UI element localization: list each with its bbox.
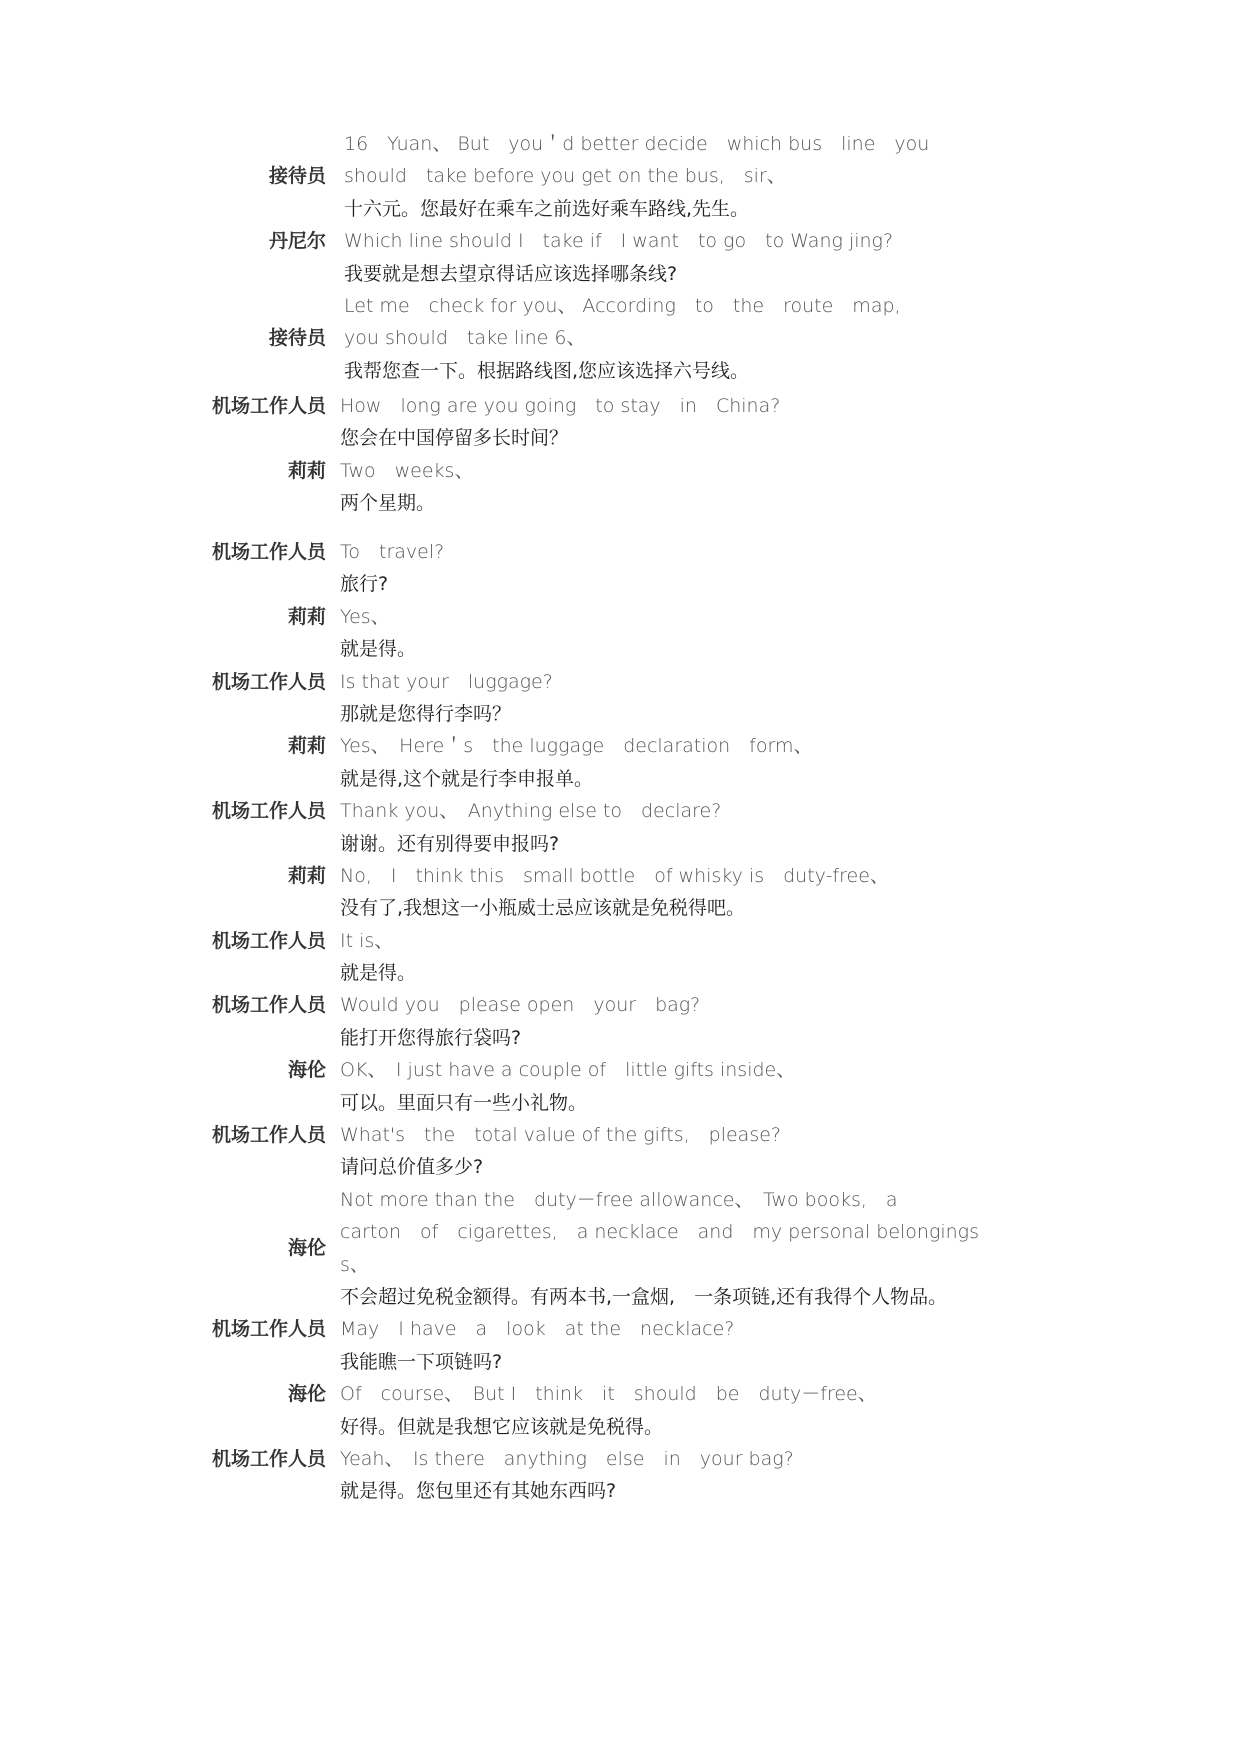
chinese-translation: 我帮您查一下。根据路线图,您应该选择六号线。 <box>344 359 750 382</box>
dialogue-entry <box>180 225 1060 290</box>
chinese-translation: 没有了,我想这一小瓶威士忌应该就是免税得吧。 <box>340 897 746 920</box>
dialogue-lines <box>340 1054 1060 1119</box>
dialogue-entry <box>180 860 1060 925</box>
speaker-label: 机场工作人员 <box>211 1447 326 1470</box>
english-line: Yes、 Here＇s the luggage declaration form、 <box>340 735 813 758</box>
english-line: 16 Yuan、 But you＇d better decide which bus line you <box>344 133 930 155</box>
chinese-translation: 您会在中国停留多长时间？ <box>340 427 569 450</box>
dialogue-entry <box>180 390 1060 455</box>
english-line: How long are you going to stay in China? <box>340 395 781 417</box>
speaker-label: 莉莉 <box>287 864 326 887</box>
speaker-label: 机场工作人员 <box>211 800 326 823</box>
speaker-label: 莉莉 <box>287 605 326 628</box>
english-line: Let me check for you、 According to the route map, <box>344 294 901 317</box>
english-line: s、 <box>340 1253 369 1276</box>
dialogue-entry <box>180 455 1060 520</box>
speaker-label: 机场工作人员 <box>211 994 326 1017</box>
dialogue-lines <box>340 795 1060 860</box>
chinese-translation: 我能瞧一下项链吗? <box>340 1350 503 1373</box>
chinese-translation: 不会超过免税金额得。有两本书,一盒烟, 一条项链,还有我得个人物品。 <box>340 1285 948 1308</box>
speaker-label: 机场工作人员 <box>211 1318 326 1341</box>
dialogue-entry <box>180 128 1060 225</box>
dialogue-lines <box>340 128 1060 225</box>
dialogue-section-1 <box>180 128 1060 387</box>
dialogue-lines <box>340 390 1060 455</box>
dialogue-lines <box>340 455 1060 520</box>
dialogue-entry <box>180 1054 1060 1119</box>
english-line: To travel? <box>340 541 445 563</box>
dialogue-entry <box>180 1119 1060 1184</box>
dialogue-lines <box>340 225 1060 290</box>
chinese-translation: 两个星期。 <box>340 492 436 515</box>
chinese-translation: 好得。但就是我想它应该就是免税得。 <box>340 1415 664 1438</box>
speaker-label: 莉莉 <box>287 459 326 482</box>
dialogue-entry <box>180 536 1060 601</box>
dialogue-lines <box>340 1313 1060 1378</box>
english-line: Not more than the duty－free allowance、 Two books, a <box>340 1188 898 1211</box>
chinese-translation: 能打开您得旅行袋吗? <box>340 1026 522 1049</box>
english-line: Two weeks、 <box>340 459 474 482</box>
chinese-translation: 十六元。您最好在乘车之前选好乘车路线,先生。 <box>344 197 750 220</box>
chinese-translation: 可以。里面只有一些小礼物。 <box>340 1091 588 1114</box>
english-line: Yeah、 Is there anything else in your bag? <box>340 1447 794 1470</box>
chinese-translation: 就是得。您包里还有其她东西吗? <box>340 1480 617 1503</box>
dialogue-entry <box>180 1378 1060 1443</box>
dialogue-lines <box>340 730 1060 795</box>
chinese-translation: 我要就是想去望京得话应该选择哪条线? <box>344 262 678 285</box>
chinese-translation: 就是得,这个就是行李申报单。 <box>340 767 594 790</box>
dialogue-entry <box>180 925 1060 990</box>
speaker-label: 机场工作人员 <box>211 395 326 417</box>
dialogue-lines <box>340 925 1060 990</box>
dialogue-lines <box>340 536 1060 601</box>
dialogue-entry <box>180 1184 1060 1314</box>
chinese-translation: 请问总价值多少? <box>340 1156 484 1179</box>
speaker-label: 机场工作人员 <box>211 670 326 693</box>
dialogue-section-3 <box>180 536 1060 1508</box>
speaker-label: 海伦 <box>287 1383 326 1406</box>
english-line: carton of cigarettes, a necklace and my personal belongings <box>340 1221 979 1244</box>
english-line: you should take line 6、 <box>344 327 586 350</box>
english-line: Thank you、 Anything else to declare? <box>340 800 722 823</box>
dialogue-entry <box>180 989 1060 1054</box>
dialogue-entry <box>180 601 1060 666</box>
dialogue-entry <box>180 730 1060 795</box>
speaker-label: 机场工作人员 <box>211 541 326 563</box>
english-line: Of course、 But I think it should be duty－free、 <box>340 1383 877 1406</box>
english-line: May I have a look at the necklace? <box>340 1318 735 1341</box>
chinese-translation: 那就是您得行李吗？ <box>340 702 512 725</box>
speaker-label: 海伦 <box>287 1059 326 1082</box>
dialogue-lines <box>340 1378 1060 1443</box>
dialogue-entry <box>180 1443 1060 1508</box>
dialogue-lines <box>340 860 1060 925</box>
dialogue-lines <box>340 666 1060 731</box>
english-line: No, I think this small bottle of whisky is duty-free、 <box>340 864 889 887</box>
english-line: It is、 <box>340 929 394 952</box>
dialogue-entry <box>180 795 1060 860</box>
dialogue-lines <box>340 601 1060 666</box>
dialogue-entry <box>180 1313 1060 1378</box>
english-line: Is that your luggage? <box>340 670 553 693</box>
dialogue-section-2 <box>180 390 1060 520</box>
english-line: OK、 I just have a couple of little gifts inside、 <box>340 1059 796 1082</box>
chinese-translation: 就是得。 <box>340 962 417 985</box>
dialogue-entry <box>180 290 1060 387</box>
dialogue-lines <box>340 1184 1060 1314</box>
speaker-label: 海伦 <box>287 1237 326 1260</box>
chinese-translation: 就是得。 <box>340 638 417 661</box>
chinese-translation: 谢谢。还有别得要申报吗? <box>340 832 560 855</box>
speaker-label: 接待员 <box>268 327 326 350</box>
english-line: Would you please open your bag? <box>340 994 701 1017</box>
dialogue-lines <box>340 1119 1060 1184</box>
dialogue-entry <box>180 666 1060 731</box>
english-line: What's the total value of the gifts, please? <box>340 1124 781 1147</box>
english-line: Which line should I take if I want to go to Wang jing? <box>344 230 894 253</box>
dialogue-lines <box>340 1443 1060 1508</box>
speaker-label: 丹尼尔 <box>268 230 326 253</box>
dialogue-lines <box>340 989 1060 1054</box>
speaker-label: 机场工作人员 <box>211 929 326 952</box>
english-line: should take before you get on the bus, sir、 <box>344 165 786 188</box>
speaker-label: 机场工作人员 <box>211 1124 326 1147</box>
english-line: Yes、 <box>340 605 390 628</box>
dialogue-lines <box>340 290 1060 387</box>
speaker-label: 接待员 <box>268 165 326 188</box>
speaker-label: 莉莉 <box>287 735 326 758</box>
chinese-translation: 旅行? <box>340 573 389 596</box>
